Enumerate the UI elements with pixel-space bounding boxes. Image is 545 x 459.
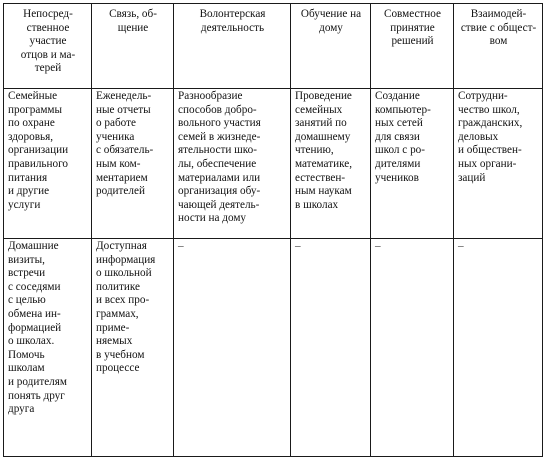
table-cell: Домашние визиты, встречи с соседями с целью обмена ин- формацией о школах. Помочь школам и родителям понять друг друга	[4, 239, 92, 457]
column-header-home-learning: Обучение на дому	[291, 4, 371, 89]
table-cell: Проведение семейных занятий по домашнему чтению, математике, естествен- ным наукам в школах	[291, 89, 371, 239]
table-cell: Сотрудни- чество школ, гражданских, деловых и обществен- ных органи- заций	[454, 89, 543, 239]
empty-cell-dash: –	[371, 239, 454, 457]
column-header-parent-participation: Непосред- ственное участие отцов и ма- терей	[4, 4, 92, 89]
table-cell: Семейные программы по охране здоровья, организации правильного питания и другие услуги	[4, 89, 92, 239]
column-header-communication: Связь, об- щение	[92, 4, 174, 89]
table-cell: Создание компьютер- ных сетей для связи школ с ро- дителями учеников	[371, 89, 454, 239]
table-cell: Еженедель- ные отчеты о работе ученика с обязатель- ным ком- ментарием родителей	[92, 89, 174, 239]
table-row	[4, 239, 543, 457]
column-header-joint-decisions: Совместное принятие решений	[371, 4, 454, 89]
parent-involvement-table	[3, 3, 543, 457]
column-header-volunteering: Волонтерская деятельность	[174, 4, 291, 89]
empty-cell-dash: –	[291, 239, 371, 457]
column-header-community: Взаимодей- ствие с общест- вом	[454, 4, 543, 89]
table-row	[4, 89, 543, 239]
table-cell: Доступная информация о школьной политике и всех про- граммах, приме- няемых в учебном процессе	[92, 239, 174, 457]
empty-cell-dash: –	[174, 239, 291, 457]
table-cell: Разнообразие способов добро- вольного участия семей в жизнеде- ятельности шко- лы, обеспечение материалами или организация обу- чающей деятель- ности на дому	[174, 89, 291, 239]
empty-cell-dash: –	[454, 239, 543, 457]
header-row	[4, 4, 543, 89]
